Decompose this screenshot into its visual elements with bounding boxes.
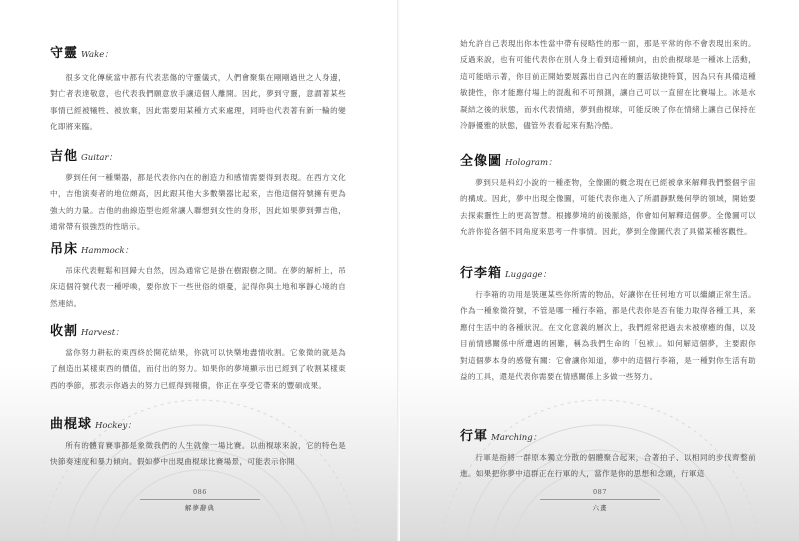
running-title: 解夢辭典 bbox=[185, 504, 215, 512]
entry-term-english: Harvest： bbox=[81, 328, 124, 338]
entry-marching bbox=[460, 425, 756, 483]
entry-body: 行李箱的功用是裝運某些你所需的物品，好讓你在任何地方可以繼續正常生活。作為一種象徵符號，不管是哪一種行李箱，都是代表你是否有能力取得各種工具，來應付生活中的各種狀況。在文化意義的層次上，我們經常把過去未被療癒的傷，以及目前情感關係中所遭遇的困難，稱為我們生命的「包袱」。如何解這個夢，主要跟你對這個夢本身的感覺有關：它會讓你知道，夢中的這個行李箱，是一種對你生活有助益的工具，還是代表你需要在情感關係上多做一些努力。 bbox=[460, 290, 756, 382]
page-number: 086 bbox=[193, 488, 207, 496]
entry-term: 守靈 bbox=[50, 46, 79, 61]
entry-term-english: Guitar： bbox=[81, 153, 118, 163]
entry-wake bbox=[50, 42, 346, 136]
left-page bbox=[0, 0, 399, 541]
entry-hologram bbox=[460, 150, 756, 241]
entry-body: 所有的體育賽事都是象徵我們的人生就像一場比賽。以曲棍球來說，它的特色是快節奏速度和暴力傾向。假如夢中出現曲棍球比賽場景，可能表示你開 bbox=[50, 441, 346, 467]
entry-term-english: Hockey： bbox=[95, 421, 136, 431]
page-number: 087 bbox=[593, 488, 607, 496]
entry-term: 行軍 bbox=[460, 429, 489, 444]
entry-luggage bbox=[460, 262, 756, 385]
entry-term: 全像圖 bbox=[460, 154, 503, 169]
entry-body: 當你努力耕耘的東西終於開花結果，你就可以快樂地盡情收割。它象徵的就是為了創造出某樣東西的價值，而付出的努力。如果你的夢境顯示出已經到了收割某樣東西的季節，那表示你過去的努力已經得到報償，你正在享受它帶來的豐碩成果。 bbox=[50, 348, 346, 390]
right-page bbox=[400, 0, 799, 541]
footer-rule bbox=[140, 499, 260, 500]
page-footer bbox=[540, 488, 660, 512]
entry-hockey bbox=[50, 413, 346, 471]
entry-term: 收割 bbox=[50, 324, 79, 339]
entry-body-continued: 始允許自己表現出你本性當中帶有侵略性的那一面，那是平常的你不會表現出來的。反過來說，也有可能代表你在別人身上看到這種傾向，由於曲棍球是一種冰上活動，這可能暗示著，你目前正開始要展露出自己內在的靈活敏捷特質，因為只有具備這種敏捷性，你才能應付場上的混亂和不可預測，讓自己可以一直留在比賽場上。冰是水凝結之後的狀態，而水代表情緒，夢到曲棍球，可能反映了你在情緒上讓自己保持在冷靜優雅的狀態，儘管外表看起來有點冷酷。 bbox=[460, 39, 756, 131]
page-footer bbox=[140, 488, 260, 512]
entry-term-english: Marching： bbox=[491, 433, 542, 443]
footer-rule bbox=[540, 499, 660, 500]
entry-body: 很多文化傳統當中都有代表悲傷的守靈儀式，人們會聚集在剛剛過世之人身邊，對亡者表達敬意，也代表我們願意放手讓這個人離開。因此，夢到守靈，意謂著某些事情已經被犧牲、被放棄，因此需要用某種方式來處理，同時也代表著有新一輪的變化即將來臨。 bbox=[50, 73, 346, 132]
entry-guitar bbox=[50, 145, 346, 236]
entry-term-english: Hammock： bbox=[81, 246, 134, 256]
entry-hockey-continued bbox=[460, 36, 756, 134]
entry-term: 吊床 bbox=[50, 242, 79, 257]
entry-term: 行李箱 bbox=[460, 266, 503, 281]
entry-body: 吊床代表輕鬆和回歸大自然，因為通常它是掛在樹跟樹之間。在夢的解析上，吊床這個符號代表一種呼喚，要你放下一些世俗的煩憂，記得你與土地和寧靜心境的自然連結。 bbox=[50, 266, 346, 308]
entry-term-english: Hologram： bbox=[505, 158, 557, 168]
entry-term: 吉他 bbox=[50, 149, 79, 164]
entry-term-english: Luggage： bbox=[505, 270, 552, 280]
entry-body: 夢到任何一種樂器，都是代表你內在的創造力和感情需要得到表現。在西方文化中，吉他演奏者的地位頗高，因此跟其他大多數樂器比起來，吉他這個符號擁有更為強大的力量。吉他的曲線造型也經常讓人聯想到女性的身形，因此如果夢到彈吉他，通常帶有很強烈的性暗示。 bbox=[50, 173, 346, 232]
entry-hammock bbox=[50, 238, 346, 312]
entry-harvest bbox=[50, 320, 346, 394]
entry-body: 行軍是指將一群原本獨立分散的個體聚合起來，合著拍子、以相同的步伐齊整前進。如果把你夢中這群正在行軍的人，當作是你的思想和念頭，行軍這 bbox=[460, 453, 756, 479]
entry-term-english: Wake： bbox=[81, 50, 113, 60]
entry-term: 曲棍球 bbox=[50, 417, 93, 432]
entry-body: 夢到只是科幻小說的一種產物，全像圖的概念現在已經被拿來解釋我們整個宇宙的構成。因此，夢中出現全像圖，可能代表你進入了所謂靜默幾何學的領域，開始要去探索靈性上的更高智慧。根據夢境的前後脈絡，你會如何解釋這個夢。全像圖可以允許你從各個不同角度來思考一件事情。因此，夢到全像圖代表了具備某種客觀性。 bbox=[460, 178, 756, 237]
running-title: 六畫 bbox=[592, 504, 608, 512]
